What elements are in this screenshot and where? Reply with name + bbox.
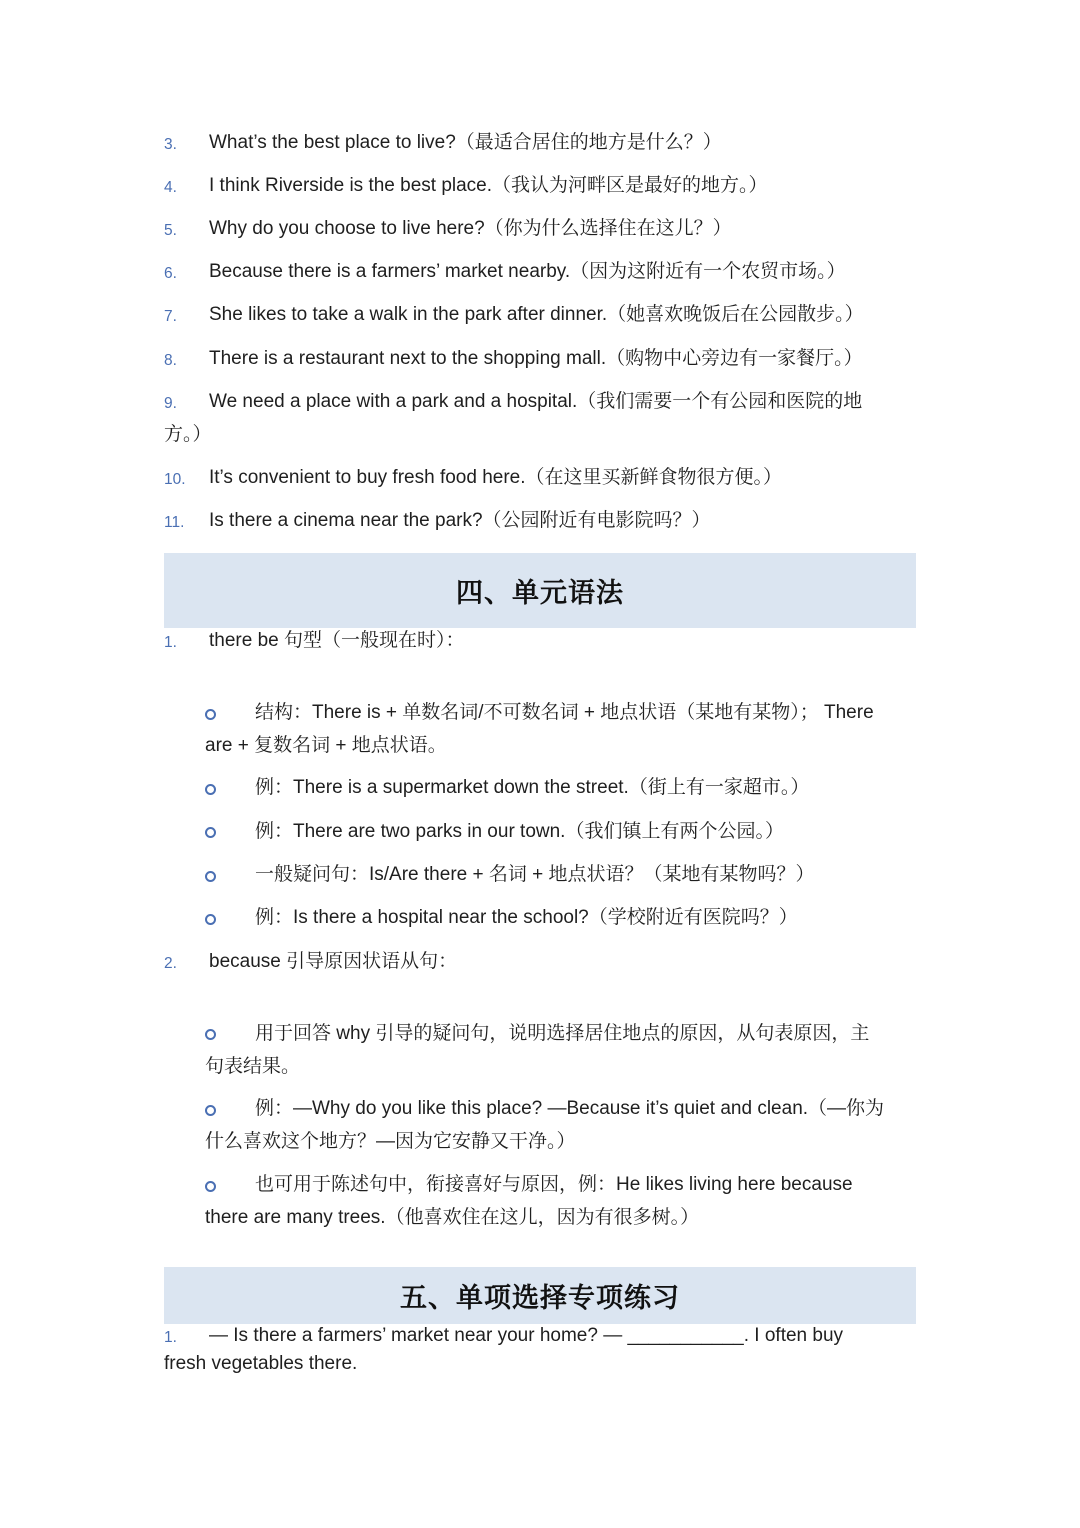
bullet-icon [205,1029,216,1040]
list-item-continuation: 方。） [164,424,212,445]
bullet-icon [205,709,216,720]
section-heading: 五、单项选择专项练习 [164,1267,916,1324]
grammar-point-title: because 引导原因状语从句： [209,951,458,972]
list-item: What’s the best place to live?（最适合居住的地方是什么？） [209,132,722,153]
list-number: 4. [164,179,177,196]
list-number: 9. [164,395,177,412]
bullet-text: 例：There are two parks in our town.（我们镇上有两个公园。） [255,821,784,842]
bullet-icon [205,1105,216,1116]
bullet-icon [205,784,216,795]
bullet-text: 一般疑问句：Is/Are there + 名词 + 地点状语？（某地有某物吗？） [255,864,815,885]
list-item: Is there a cinema near the park?（公园附近有电影院吗？） [209,510,711,531]
list-item: She likes to take a walk in the park after dinner.（她喜欢晚饭后在公园散步。） [209,304,864,325]
list-number: 3. [164,136,177,153]
bullet-text-continuation: 什么喜欢这个地方？—因为它安静又干净。） [205,1131,576,1152]
list-number: 7. [164,308,177,325]
bullet-text: 例：There is a supermarket down the street.（街上有一家超市。） [255,777,810,798]
list-number: 6. [164,265,177,282]
list-item: It’s convenient to buy fresh food here.（在这里买新鲜食物很方便。） [209,467,783,488]
bullet-icon [205,827,216,838]
bullet-text-continuation: are + 复数名词 + 地点状语。 [205,735,447,756]
list-item: We need a place with a park and a hospital.（我们需要一个有公园和医院的地 [209,391,863,412]
section-heading: 四、单元语法 [164,553,916,628]
bullet-text-continuation: there are many trees.（他喜欢住在这儿，因为有很多树。） [205,1207,700,1228]
bullet-text: 例：Is there a hospital near the school?（学校附近有医院吗？） [255,907,798,928]
list-item: I think Riverside is the best place.（我认为河畔区是最好的地方。） [209,175,768,196]
bullet-text: 也可用于陈述句中，衔接喜好与原因，例：He likes living here because [255,1174,853,1195]
grammar-point-title: there be 句型（一般现在时）： [209,630,465,651]
question-number: 1. [164,1329,177,1346]
list-number: 8. [164,352,177,369]
bullet-icon [205,914,216,925]
bullet-text-continuation: 句表结果。 [205,1056,301,1077]
question-text: — Is there a farmers’ market near your home? — ___________. I often buy [209,1325,844,1346]
list-item: There is a restaurant next to the shopping mall.（购物中心旁边有一家餐厅。） [209,348,863,369]
list-number: 11. [164,514,185,531]
bullet-icon [205,1181,216,1192]
list-number: 5. [164,222,177,239]
bullet-icon [205,871,216,882]
list-item: Because there is a farmers’ market nearby.（因为这附近有一个农贸市场。） [209,261,846,282]
bullet-text: 例：—Why do you like this place? —Because it’s quiet and clean.（—你为 [255,1098,885,1119]
list-number: 2. [164,955,177,972]
bullet-text: 结构：There is + 单数名词/不可数名词 + 地点状语（某地有某物）； There [255,702,874,723]
list-item: Why do you choose to live here?（你为什么选择住在这儿？） [209,218,732,239]
question-text-continuation: fresh vegetables there. [164,1353,358,1374]
list-number: 1. [164,634,177,651]
bullet-text: 用于回答 why 引导的疑问句，说明选择居住地点的原因，从句表原因，主 [255,1023,870,1044]
list-number: 10. [164,471,186,488]
